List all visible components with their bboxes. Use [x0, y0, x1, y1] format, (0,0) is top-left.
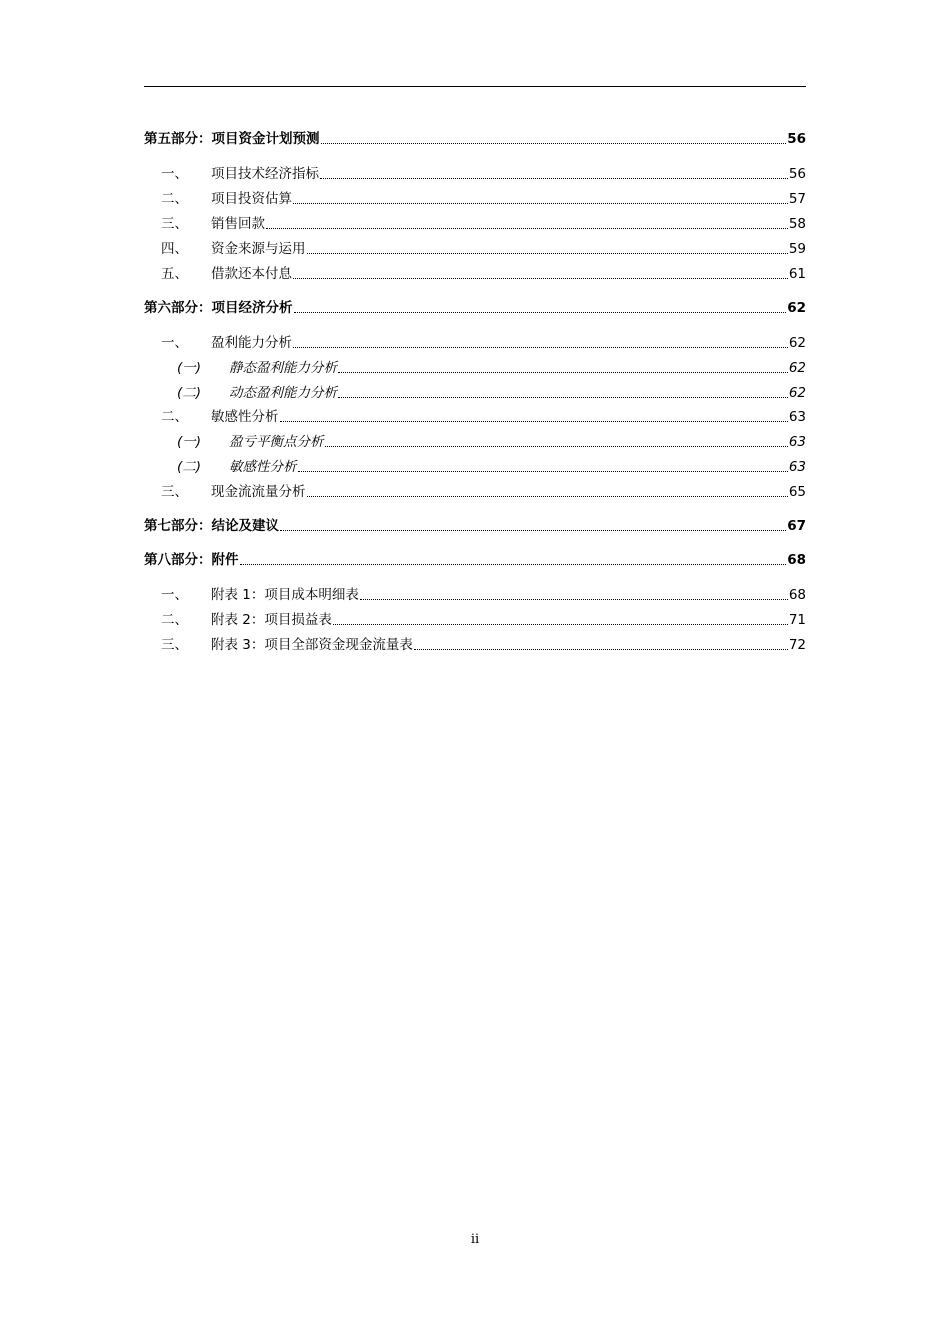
toc-entry-page: 68: [788, 587, 806, 603]
toc-entry[interactable]: [144, 481, 806, 501]
toc-entry-number: 第六部分：: [144, 300, 212, 316]
toc-entry-page: 61: [788, 266, 806, 282]
toc-entry-page: 67: [787, 518, 806, 534]
toc-entry-number: (一): [177, 434, 202, 450]
toc-entry-page: 63: [788, 409, 806, 425]
toc-entry-number: 第八部分：: [144, 552, 212, 568]
toc-entry-page: 72: [788, 637, 806, 653]
toc-entry-part8[interactable]: [144, 549, 806, 569]
toc-entry[interactable]: [144, 584, 806, 604]
toc-entry[interactable]: [144, 609, 806, 629]
toc-entry-page: 62: [788, 360, 806, 376]
toc-entry-page: 62: [788, 335, 806, 351]
dot-leader: [338, 397, 788, 398]
toc-entry-part6[interactable]: [144, 297, 806, 317]
toc-entry-page: 62: [788, 385, 806, 401]
toc-entry-page: 62: [787, 300, 806, 316]
toc-entry-part7[interactable]: [144, 515, 806, 535]
toc-entry-number: 三、: [161, 484, 188, 500]
dot-leader: [293, 347, 788, 348]
toc-entry[interactable]: [144, 406, 806, 426]
toc-entry-title: 静态盈利能力分析: [229, 360, 337, 376]
toc-subentry[interactable]: [144, 382, 806, 402]
dot-leader: [307, 496, 788, 497]
toc-entry-title: 附件: [211, 552, 239, 568]
dot-leader: [360, 599, 788, 600]
toc-entry-number: (一): [177, 360, 202, 376]
toc-entry-page: 59: [788, 241, 806, 257]
toc-entry-number: 一、: [161, 587, 188, 603]
toc-entry-page: 57: [788, 191, 806, 207]
toc-entry-title: 敏感性分析: [229, 459, 297, 475]
toc-entry[interactable]: [144, 188, 806, 208]
toc-entry-title: 项目技术经济指标: [211, 166, 319, 182]
dot-leader: [325, 446, 788, 447]
toc-entry-title: 资金来源与运用: [211, 241, 306, 257]
toc-subentry[interactable]: [144, 431, 806, 451]
toc-entry-page: 63: [788, 459, 806, 475]
toc-entry-number: (二): [177, 385, 202, 401]
toc-entry[interactable]: [144, 213, 806, 233]
toc-entry-title: 附表 3：项目全部资金现金流量表: [211, 637, 413, 653]
dot-leader: [293, 203, 788, 204]
toc-entry[interactable]: [144, 634, 806, 654]
dot-leader: [293, 278, 788, 279]
toc-entry-number: 三、: [161, 637, 188, 653]
toc-entry-title: 项目投资估算: [211, 191, 292, 207]
toc-entry-number: 四、: [161, 241, 188, 257]
toc-entry-number: (二): [177, 459, 202, 475]
toc-entry-page: 68: [787, 552, 806, 568]
dot-leader: [298, 471, 788, 472]
dot-leader: [321, 143, 787, 144]
dot-leader: [280, 421, 788, 422]
toc-entry-page: 58: [788, 216, 806, 232]
toc-entry-title: 盈利能力分析: [211, 335, 292, 351]
toc-entry-title: 附表 1：项目成本明细表: [211, 587, 359, 603]
toc-subentry[interactable]: [144, 456, 806, 476]
toc-entry-title: 盈亏平衡点分析: [229, 434, 324, 450]
toc-entry-title: 动态盈利能力分析: [229, 385, 337, 401]
toc-entry-number: 第五部分：: [144, 131, 212, 147]
toc-entry-page: 63: [788, 434, 806, 450]
toc-entry-number: 二、: [161, 612, 188, 628]
toc-entry[interactable]: [144, 238, 806, 258]
toc-entry-number: 五、: [161, 266, 188, 282]
toc-entry-number: 一、: [161, 335, 188, 351]
toc-entry[interactable]: [144, 163, 806, 183]
toc-entry-title: 项目资金计划预测: [211, 131, 320, 147]
toc-entry-number: 二、: [161, 191, 188, 207]
toc-entry-title: 结论及建议: [211, 518, 279, 534]
toc-entry-page: 56: [788, 166, 806, 182]
toc-entry-number: 第七部分：: [144, 518, 212, 534]
toc-subentry[interactable]: [144, 357, 806, 377]
toc-entry-part5[interactable]: [144, 128, 806, 148]
dot-leader: [280, 530, 786, 531]
toc-entry-title: 附表 2：项目损益表: [211, 612, 332, 628]
toc-entry-title: 项目经济分析: [211, 300, 293, 316]
toc-entry-title: 借款还本付息: [211, 266, 292, 282]
dot-leader: [338, 372, 788, 373]
dot-leader: [240, 564, 787, 565]
dot-leader: [266, 228, 788, 229]
toc-entry-page: 56: [787, 131, 806, 147]
toc-entry-number: 二、: [161, 409, 188, 425]
dot-leader: [414, 649, 788, 650]
toc-entry-number: 一、: [161, 166, 188, 182]
dot-leader: [307, 253, 788, 254]
toc-entry[interactable]: [144, 263, 806, 283]
header-rule: [144, 86, 806, 87]
toc-entry-title: 销售回款: [211, 216, 265, 232]
toc-entry-page: 65: [788, 484, 806, 500]
toc-entry-number: 三、: [161, 216, 188, 232]
page-number: ii: [470, 1232, 480, 1247]
dot-leader: [333, 624, 788, 625]
toc-entry-title: 敏感性分析: [211, 409, 279, 425]
dot-leader: [320, 178, 788, 179]
toc-entry-page: 71: [788, 612, 806, 628]
dot-leader: [294, 312, 787, 313]
toc-entry-title: 现金流流量分析: [211, 484, 306, 500]
toc-entry[interactable]: [144, 332, 806, 352]
